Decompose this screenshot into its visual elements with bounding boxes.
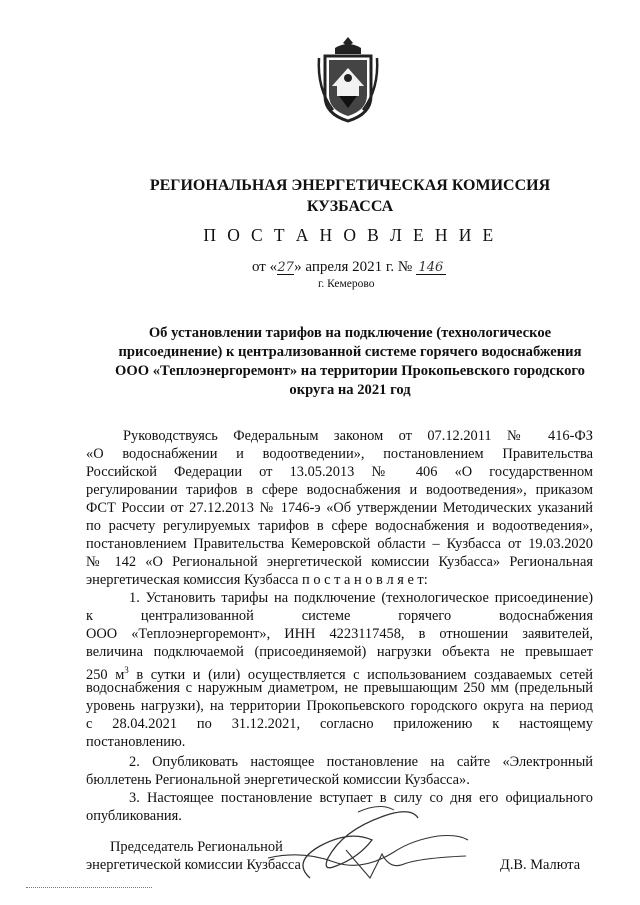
preamble-line: ФСТ России от 27.12.2013 № 1746-э «Об утверждении Методических указаний (86, 500, 593, 516)
date-prefix: от « (252, 259, 278, 275)
signatory-position: энергетической комиссии Кузбасса (86, 857, 301, 873)
item1-line: к централизованной системе горячего водоснабжения (86, 608, 593, 624)
handwritten-signature (262, 800, 472, 888)
preamble-line: «О водоснабжении и водоотведении», постановлением Правительства (86, 446, 593, 462)
preamble-line: Российской Федерации от 13.05.2013 № 406 «О государственном (86, 464, 593, 480)
city: г. Кемерово (318, 278, 375, 290)
date-month-year: » апреля 2021 г. № (294, 259, 413, 275)
document-number: 146 (416, 261, 446, 275)
preamble-line: энергетическая комиссия Кузбасса п о с т а н о в л я е т: (86, 572, 428, 588)
item1-line: 250 $м^3$ в сутки и (или) осуществляется с использованием создаваемых сетей (86, 665, 593, 683)
item1-line: ООО «Теплоэнергоремонт», ИНН 4223117458, в отношении заявителей, (86, 626, 593, 642)
signatory-name: Д.В. Малюта (500, 857, 581, 873)
title-line: присоединение) к централизованной системе горячего водоснабжения (118, 344, 582, 360)
preamble-line: № 142 «О Региональной энергетической комиссии Кузбасса» Региональная (86, 554, 593, 570)
item3-line: 3. Настоящее постановление вступает в силу со дня его официального (129, 790, 593, 806)
signatory-position: Председатель Региональной (110, 839, 283, 855)
title-line: округа на 2021 год (289, 382, 411, 398)
preamble-line: постановлением Правительства Кемеровской области – Кузбасса от 19.03.2020 (86, 536, 593, 552)
organization-name: РЕГИОНАЛЬНАЯ ЭНЕРГЕТИЧЕСКАЯ КОМИССИЯ (149, 177, 551, 194)
organization-region: КУЗБАССА (306, 198, 394, 215)
document-type: П О С Т А Н О В Л Е Н И Е (203, 225, 497, 245)
preamble-line: регулировании тарифов в сфере водоснабжения и водоотведения», приказом (86, 482, 593, 498)
item1-line: уровень нагрузки), на территории Прокопьевского городского округа на период (86, 698, 593, 714)
item2-line: 2. Опубликовать настоящее постановление на сайте «Электронный (129, 754, 593, 770)
item3-line: опубликования. (86, 808, 182, 824)
title-line: ООО «Теплоэнергоремонт» на территории Прокопьевского городского (115, 363, 585, 379)
document-title (110, 324, 590, 400)
item1-line: 1. Установить тарифы на подключение (технологическое присоединение) (129, 590, 593, 606)
item1-line: постановлению. (86, 734, 186, 750)
page-footer-divider (26, 887, 152, 888)
kuzbass-emblem-icon (315, 34, 381, 124)
title-line: Об установлении тарифов на подключение (технологическое (148, 325, 552, 341)
item1-line: величина подключаемой (присоединяемой) нагрузки объекта не превышает (86, 644, 593, 660)
item1-line: с 28.04.2021 по 31.12.2021, согласно приложению к настоящему (86, 716, 593, 732)
item1-line: водоснабжения с наружным диаметром, не превышающим 250 мм (предельный (86, 680, 593, 696)
document-date-line (252, 259, 446, 276)
item2-line: бюллетень Региональной энергетической комиссии Кузбасса». (86, 772, 470, 788)
date-day: 27 (277, 260, 294, 275)
preamble-line: Руководствуясь Федеральным законом от 07.12.2011 № 416-ФЗ (123, 428, 593, 444)
preamble-line: по расчету регулируемых тарифов в сфере водоснабжения и водоотведения», (86, 518, 593, 534)
